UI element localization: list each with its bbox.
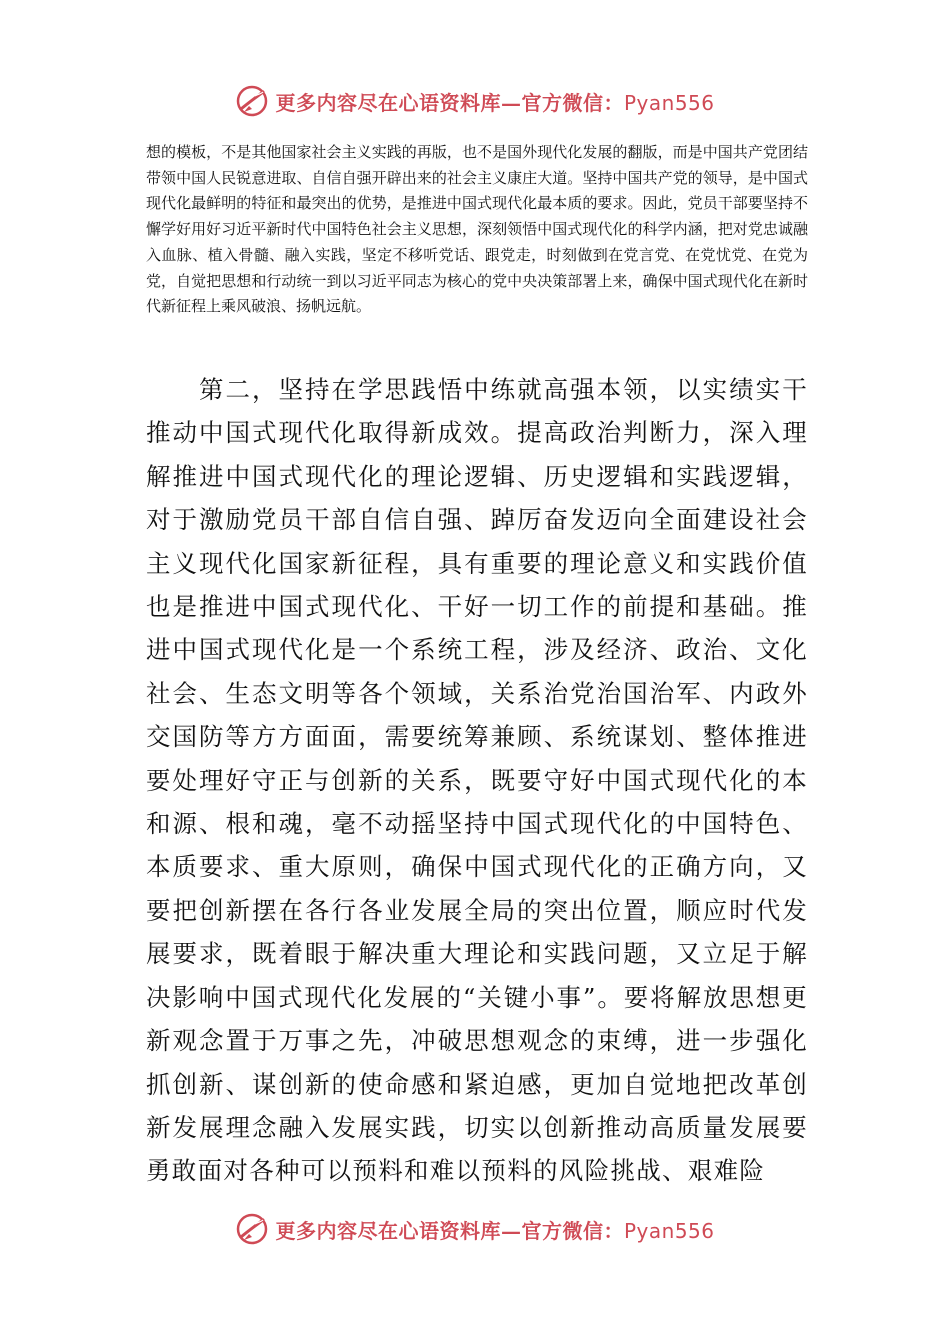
- header-wechat-id: Pyan556: [623, 90, 715, 115]
- footer-dash: —: [500, 1218, 522, 1243]
- pen-logo-icon: [235, 84, 269, 118]
- header-site-text: 更多内容尽在心语资料库: [275, 90, 501, 115]
- footer-wechat-label: 官方微信：: [521, 1218, 624, 1243]
- header-dash: —: [500, 90, 522, 115]
- footer-wechat-id: Pyan556: [623, 1218, 715, 1243]
- header-text: [275, 87, 714, 116]
- header-banner: [0, 84, 950, 118]
- pen-logo-icon: [235, 1212, 269, 1246]
- paragraph-second: 第二，坚持在学思践悟中练就高强本领，以实绩实干推动中国式现代化取得新成效。提高政治判断力，深入理解推进中国式现代化的理论逻辑、历史逻辑和实践逻辑，对于激励党员干部自信自强、踔厉奋发迈向全面建设社会主义现代化国家新征程，具有重要的理论意义和实践价值也是推进中国式现代化、干好一切工作的前提和基础。推进中国式现代化是一个系统工程，涉及经济、政治、文化社会、生态文明等各个领域，关系治党治国治军、内政外交国防等方方面面，需要统筹兼顾、系统谋划、整体推进要处理好守正与创新的关系，既要守好中国式现代化的本和源、根和魂，毫不动摇坚持中国式现代化的中国特色、本质要求、重大原则，确保中国式现代化的正确方向，又要把创新摆在各行各业发展全局的突出位置，顺应时代发展要求，既着眼于解决重大理论和实践问题，又立足于解决影响中国式现代化发展的“关键小事”。要将解放思想更新观念置于万事之先，冲破思想观念的束缚，进一步强化抓创新、谋创新的使命感和紧迫感，更加自觉地把改革创新发展理念融入发展实践，切实以创新推动高质量发展要勇敢面对各种可以预料和难以预料的风险挑战、艰难险: [146, 375, 808, 1186]
- footer-site-text: 更多内容尽在心语资料库: [275, 1218, 501, 1243]
- footer-text: [275, 1215, 714, 1244]
- footer-banner: [0, 1212, 950, 1246]
- header-wechat-label: 官方微信：: [521, 90, 624, 115]
- paragraph-continued: 想的模板，不是其他国家社会主义实践的再版，也不是国外现代化发展的翻版，而是中国共产党团结带领中国人民锐意进取、自信自强开辟出来的社会主义康庄大道。坚持中国共产党的领导，是中国式现代化最鲜明的特征和最突出的优势，是推进中国式现代化最本质的要求。因此，党员干部要坚持不懈学好用好习近平新时代中国特色社会主义思想，深刻领悟中国式现代化的科学内涵，把对党忠诚融入血脉、植入骨髓、融入实践，坚定不移听党话、跟党走，时刻做到在党言党、在党忧党、在党为党，自觉把思想和行动统一到以习近平同志为核心的党中央决策部署上来，确保中国式现代化在新时代新征程上乘风破浪、扬帆远航。: [146, 143, 808, 316]
